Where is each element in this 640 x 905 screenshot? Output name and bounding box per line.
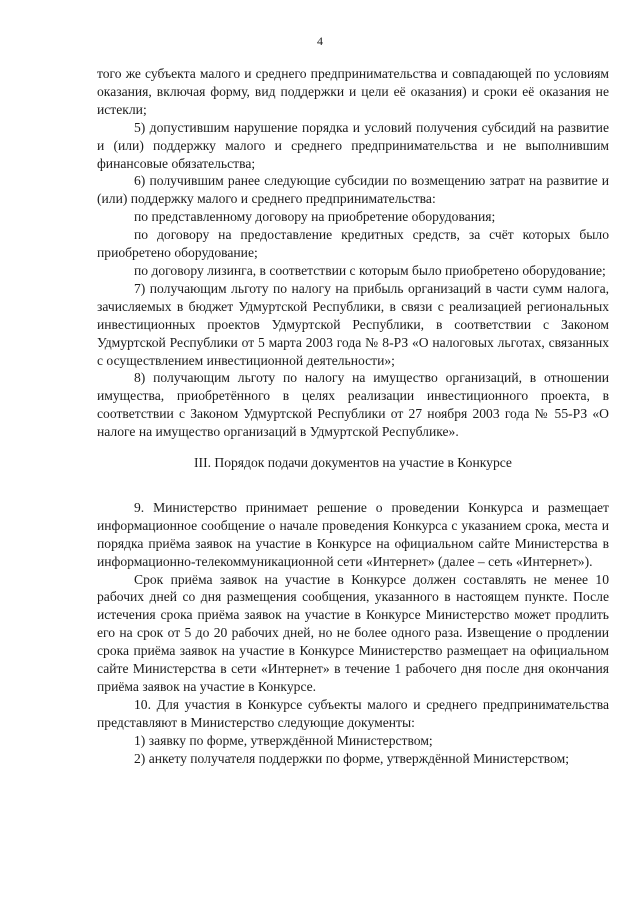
- sub-item-leasing: по договору лизинга, в соответствии с которым было приобретено оборудование;: [134, 262, 606, 278]
- section-heading: III. Порядок подачи документов на участие в Конкурсе: [194, 455, 512, 471]
- sub-item-equipment: по представленному договору на приобретение оборудования;: [134, 209, 496, 225]
- list-item-5: 5) допустившим нарушение порядка и условий получения субсидий на развитие и (или) поддержку малого и среднего предпринимательства и не выполнившим финансовые обязательства;: [97, 119, 609, 171]
- paragraph-deadline: Срок приёма заявок на участие в Конкурсе должен составлять не менее 10 рабочих дней со дня размещения сообщения, указанного в настоящем пункте. После истечения срока приёма заявок на участие в Конкурсе Министерство может продлить его на срок от 5 до 20 рабочих дней, но не более одного раза. Извещение о продлении срока приёма заявок на участие в Конкурсе Министерство размещает на официальном сайте Министерства в сети «Интернет» в течение 1 рабочего дня после дня окончания приёма заявок на участие в Конкурсе.: [97, 571, 609, 694]
- list-item-6: 6) получившим ранее следующие субсидии по возмещению затрат на развитие и (или) поддержку малого и среднего предпринимательства:: [97, 173, 609, 207]
- sub-item-credit: по договору на предоставление кредитных средств, за счёт которых было приобретено оборудование;: [97, 227, 609, 261]
- submission-section: [97, 499, 609, 768]
- paragraph-10: 10. Для участия в Конкурсе субъекты малого и среднего предпринимательства представляют в Министерство следующие документы:: [97, 696, 609, 730]
- paragraph-9: 9. Министерство принимает решение о проведении Конкурса и размещает информационное сообщение о начале проведения Конкурса с указанием срока, места и порядка приёма заявок на участие в Конкурсе на официальном сайте Министерства в информационно-телекоммуникационной сети «Интернет» (далее – сеть «Интернет»).: [97, 499, 609, 569]
- eligibility-list: [97, 65, 609, 441]
- document-item-1: 1) заявку по форме, утверждённой Министерством;: [134, 732, 433, 748]
- list-item-7: 7) получающим льготу по налогу на прибыль организаций в части сумм налога, зачисляемых в бюджет Удмуртской Республики, в связи с реализацией региональных инвестиционных проектов Удмуртской Республики, в соответствии с Законом Удмуртской Республики от 5 марта 2003 года № 8-РЗ «О налоговых льготах, связанных с осуществлением инвестиционной деятельности»;: [97, 280, 609, 368]
- document-item-2: 2) анкету получателя поддержки по форме, утверждённой Министерством;: [134, 750, 569, 766]
- document-body: [97, 65, 609, 768]
- page-number: 4: [317, 34, 323, 48]
- list-item-8: 8) получающим льготу по налогу на имущество организаций, в отношении имущества, приобретённого в целях реализации инвестиционного проекта, в соответствии с Законом Удмуртской Республики от 27 ноября 2003 года № 55-РЗ «О налоге на имущество организаций в Удмуртской Республике».: [97, 370, 609, 440]
- paragraph-continuation: того же субъекта малого и среднего предпринимательства и совпадающей по условиям оказания, включая форму, вид поддержки и цели её оказания) и сроки её оказания не истекли;: [97, 66, 609, 117]
